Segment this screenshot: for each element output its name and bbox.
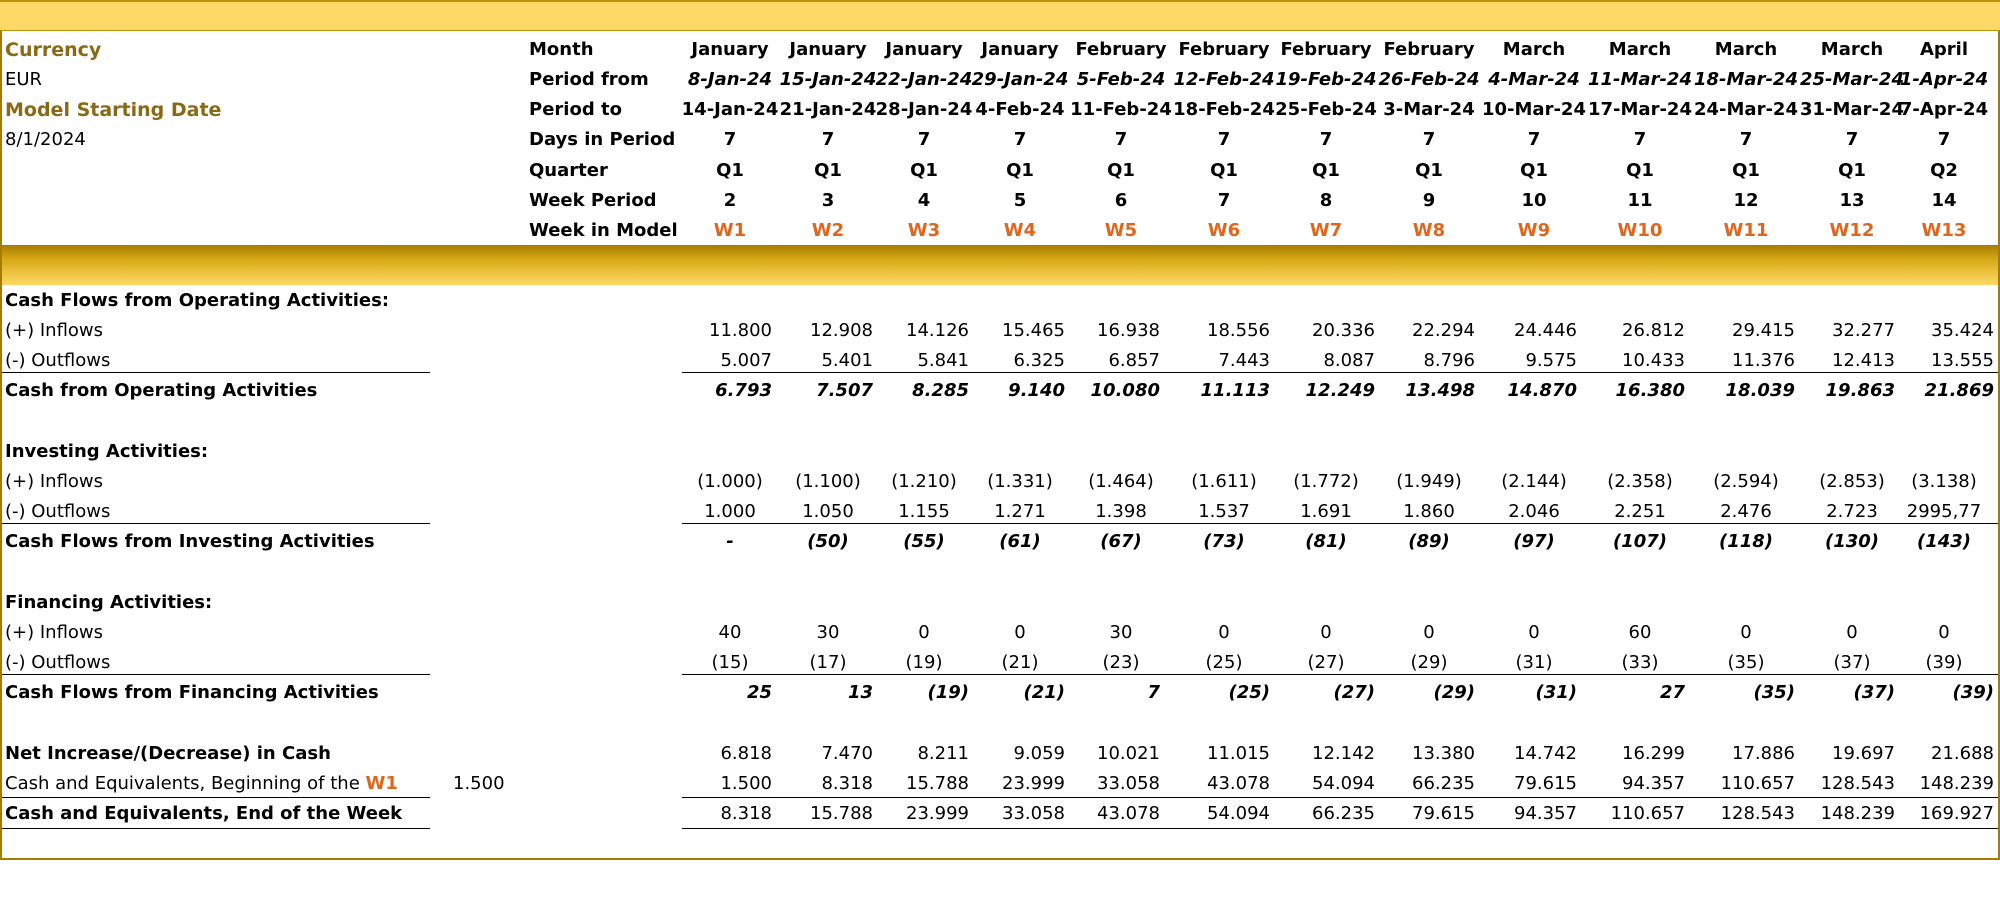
- currency-label[interactable]: Currency: [5, 39, 102, 61]
- week-model-cell[interactable]: W4: [1003, 220, 1037, 241]
- days-cell[interactable]: 7: [1013, 129, 1027, 150]
- investing-total-cell[interactable]: (55): [903, 531, 945, 552]
- net-change-cell[interactable]: 9.059: [1013, 743, 1065, 764]
- investing-outflow-cell[interactable]: 1.000: [704, 501, 756, 522]
- operating-total-cell[interactable]: 16.380: [1615, 380, 1685, 401]
- investing-total-cell[interactable]: (81): [1305, 531, 1347, 552]
- rule-operating-values: [682, 372, 1998, 373]
- period-to-cell[interactable]: 31-Mar-24: [1800, 99, 1904, 120]
- investing-inflow-cell[interactable]: (1.100): [795, 471, 861, 492]
- investing-total-cell[interactable]: (130): [1824, 531, 1880, 552]
- investing-outflow-cell[interactable]: 1.860: [1403, 501, 1455, 522]
- financing-outflow-cell[interactable]: (23): [1102, 652, 1140, 673]
- beginning-cash-cell[interactable]: 148.239: [1919, 773, 1994, 794]
- beginning-cash-initial[interactable]: 1.500: [453, 773, 505, 794]
- financing-outflow-cell[interactable]: (39): [1925, 652, 1963, 673]
- net-change-cell[interactable]: 11.015: [1207, 743, 1270, 764]
- ending-cash-cell[interactable]: 94.357: [1514, 803, 1577, 824]
- investing-outflow-cell[interactable]: 2.476: [1720, 501, 1772, 522]
- days-cell[interactable]: 7: [723, 129, 737, 150]
- operating-inflow-cell[interactable]: 11.800: [709, 320, 772, 341]
- week-model-cell[interactable]: W1: [713, 220, 747, 241]
- week-period-cell[interactable]: 10: [1521, 190, 1547, 211]
- week-period-cell[interactable]: 11: [1627, 190, 1653, 211]
- investing-inflow-cell[interactable]: (3.138): [1911, 471, 1977, 492]
- ending-cash-cell[interactable]: 169.927: [1919, 803, 1994, 824]
- rule-ending-top-values: [682, 797, 1998, 798]
- investing-outflow-cell[interactable]: 1.050: [802, 501, 854, 522]
- rule-ending-top-label: [2, 797, 430, 798]
- rule-ending-bottom-label: [2, 828, 430, 829]
- week-period-cell[interactable]: 8: [1319, 190, 1333, 211]
- financing-total-cell[interactable]: 27: [1659, 682, 1685, 703]
- quarter-row-label[interactable]: Quarter: [529, 160, 608, 181]
- investing-total-cell[interactable]: (107): [1612, 531, 1668, 552]
- week-period-cell[interactable]: 14: [1931, 190, 1957, 211]
- period-from-cell[interactable]: 11-Mar-24: [1588, 69, 1692, 90]
- quarter-cell[interactable]: Q1: [716, 160, 744, 181]
- quarter-cell[interactable]: Q1: [1107, 160, 1135, 181]
- operating-inflow-cell[interactable]: 12.908: [810, 320, 873, 341]
- ending-cash-cell[interactable]: 33.058: [1002, 803, 1065, 824]
- quarter-cell[interactable]: Q1: [1210, 160, 1238, 181]
- operating-inflow-cell[interactable]: 26.812: [1622, 320, 1685, 341]
- month-cell[interactable]: March: [1608, 39, 1672, 60]
- financing-outflow-cell[interactable]: (21): [1001, 652, 1039, 673]
- quarter-cell[interactable]: Q1: [1626, 160, 1654, 181]
- net-change-cell[interactable]: 17.886: [1732, 743, 1795, 764]
- investing-outflow-cell[interactable]: 2.723: [1826, 501, 1878, 522]
- period-to-cell[interactable]: 10-Mar-24: [1482, 99, 1586, 120]
- financing-inflow-cell[interactable]: 0: [1423, 622, 1435, 643]
- week-model-cell[interactable]: W5: [1104, 220, 1138, 241]
- financing-outflow-cell[interactable]: (29): [1410, 652, 1448, 673]
- quarter-cell[interactable]: Q2: [1930, 160, 1958, 181]
- beginning-cash-cell[interactable]: 43.078: [1207, 773, 1270, 794]
- rule-financing-label: [2, 674, 430, 675]
- beginning-cash-cell[interactable]: 15.788: [906, 773, 969, 794]
- operating-outflow-cell[interactable]: 13.555: [1931, 350, 1994, 371]
- period-to-row-label[interactable]: Period to: [529, 99, 622, 120]
- investing-inflow-cell[interactable]: (1.331): [987, 471, 1053, 492]
- period-to-cell[interactable]: 28-Jan-24: [875, 99, 973, 120]
- week-period-cell[interactable]: 5: [1013, 190, 1027, 211]
- financing-outflow-cell[interactable]: (33): [1621, 652, 1659, 673]
- period-to-cell[interactable]: 3-Mar-24: [1383, 99, 1475, 120]
- month-cell[interactable]: February: [1280, 39, 1372, 60]
- operating-outflow-cell[interactable]: 8.087: [1323, 350, 1375, 371]
- period-from-cell[interactable]: 15-Jan-24: [779, 69, 877, 90]
- financing-inflow-cell[interactable]: 60: [1628, 622, 1652, 643]
- period-to-cell[interactable]: 17-Mar-24: [1588, 99, 1692, 120]
- investing-inflow-cell[interactable]: (1.000): [697, 471, 763, 492]
- financing-total-cell[interactable]: (25): [1228, 682, 1270, 703]
- investing-total-cell[interactable]: -: [726, 531, 734, 552]
- days-cell[interactable]: 7: [821, 129, 835, 150]
- investing-total-cell[interactable]: (73): [1203, 531, 1245, 552]
- quarter-cell[interactable]: Q1: [1732, 160, 1760, 181]
- beginning-cash-cell[interactable]: 79.615: [1514, 773, 1577, 794]
- week-model-cell[interactable]: W13: [1921, 220, 1967, 241]
- quarter-cell[interactable]: Q1: [1520, 160, 1548, 181]
- quarter-cell[interactable]: Q1: [910, 160, 938, 181]
- month-cell[interactable]: March: [1502, 39, 1566, 60]
- financing-total-cell[interactable]: (21): [1023, 682, 1065, 703]
- period-to-cell[interactable]: 24-Mar-24: [1694, 99, 1798, 120]
- operating-total-cell[interactable]: 6.793: [715, 380, 772, 401]
- beginning-cash-cell[interactable]: 54.094: [1312, 773, 1375, 794]
- operating-outflow-cell[interactable]: 8.796: [1423, 350, 1475, 371]
- investing-total-cell[interactable]: (61): [999, 531, 1041, 552]
- period-from-cell[interactable]: 8-Jan-24: [687, 69, 773, 90]
- days-cell[interactable]: 7: [1845, 129, 1859, 150]
- financing-total-cell[interactable]: (19): [927, 682, 969, 703]
- investing-total-label[interactable]: Cash Flows from Investing Activities: [5, 531, 375, 552]
- operating-total-label[interactable]: Cash from Operating Activities: [5, 380, 318, 401]
- month-cell[interactable]: March: [1820, 39, 1884, 60]
- operating-inflow-cell[interactable]: 20.336: [1312, 320, 1375, 341]
- week-model-cell[interactable]: W8: [1412, 220, 1446, 241]
- financing-total-cell[interactable]: (31): [1535, 682, 1577, 703]
- week-period-cell[interactable]: 12: [1733, 190, 1759, 211]
- operating-inflow-cell[interactable]: 32.277: [1832, 320, 1895, 341]
- month-cell[interactable]: April: [1919, 39, 1969, 60]
- days-row-label[interactable]: Days in Period: [529, 129, 676, 150]
- financing-inflows-label[interactable]: (+) Inflows: [5, 622, 104, 643]
- quarter-cell[interactable]: Q1: [814, 160, 842, 181]
- net-change-label[interactable]: Net Increase/(Decrease) in Cash: [5, 743, 331, 764]
- frame-border-bottom: [0, 858, 2000, 860]
- days-cell[interactable]: 7: [1527, 129, 1541, 150]
- beginning-cash-cell[interactable]: 128.543: [1820, 773, 1895, 794]
- investing-inflow-cell[interactable]: (2.594): [1713, 471, 1779, 492]
- investing-total-cell[interactable]: (67): [1100, 531, 1142, 552]
- period-from-cell[interactable]: 22-Jan-24: [875, 69, 973, 90]
- beginning-cash-cell[interactable]: 94.357: [1622, 773, 1685, 794]
- beginning-cash-cell[interactable]: 110.657: [1720, 773, 1795, 794]
- operating-outflow-cell[interactable]: 6.325: [1013, 350, 1065, 371]
- ending-cash-cell[interactable]: 8.318: [720, 803, 772, 824]
- operating-inflow-cell[interactable]: 15.465: [1002, 320, 1065, 341]
- operating-total-cell[interactable]: 19.863: [1825, 380, 1895, 401]
- ending-cash-cell[interactable]: 128.543: [1720, 803, 1795, 824]
- period-from-cell[interactable]: 19-Feb-24: [1275, 69, 1377, 90]
- week-period-cell[interactable]: 9: [1422, 190, 1436, 211]
- financing-inflow-cell[interactable]: 0: [1320, 622, 1332, 643]
- financing-total-cell[interactable]: (29): [1433, 682, 1475, 703]
- financing-inflow-cell[interactable]: 0: [1938, 622, 1950, 643]
- net-change-cell[interactable]: 8.211: [917, 743, 969, 764]
- investing-outflows-label[interactable]: (-) Outflows: [5, 501, 111, 522]
- month-cell[interactable]: January: [885, 39, 963, 60]
- ending-cash-cell[interactable]: 54.094: [1207, 803, 1270, 824]
- period-to-cell[interactable]: 4-Feb-24: [975, 99, 1065, 120]
- financing-outflow-cell[interactable]: (15): [711, 652, 749, 673]
- financing-inflow-cell[interactable]: 0: [1014, 622, 1026, 643]
- days-cell[interactable]: 7: [917, 129, 931, 150]
- financing-outflow-cell[interactable]: (17): [809, 652, 847, 673]
- week-model-cell[interactable]: W6: [1207, 220, 1241, 241]
- period-from-cell[interactable]: 4-Mar-24: [1488, 69, 1580, 90]
- operating-total-cell[interactable]: 21.869: [1924, 380, 1994, 401]
- week-period-cell[interactable]: 7: [1217, 190, 1231, 211]
- days-cell[interactable]: 7: [1937, 129, 1951, 150]
- rule-financing-values: [682, 674, 1998, 675]
- beginning-cash-label-text: Cash and Equivalents, Beginning of the: [5, 773, 360, 794]
- header-band: [0, 0, 2000, 31]
- ending-cash-cell[interactable]: 148.239: [1820, 803, 1895, 824]
- investing-outflow-cell[interactable]: 1.691: [1300, 501, 1352, 522]
- financing-inflow-cell[interactable]: 0: [1740, 622, 1752, 643]
- week-period-cell[interactable]: 2: [723, 190, 737, 211]
- week-model-cell[interactable]: W7: [1309, 220, 1343, 241]
- period-from-row-label[interactable]: Period from: [529, 69, 649, 90]
- investing-inflow-cell[interactable]: (1.949): [1396, 471, 1462, 492]
- period-from-cell[interactable]: 1-Apr-24: [1899, 69, 1989, 90]
- ending-cash-cell[interactable]: 23.999: [906, 803, 969, 824]
- rule-operating-label: [2, 372, 430, 373]
- period-from-cell[interactable]: 26-Feb-24: [1378, 69, 1480, 90]
- operating-inflow-cell[interactable]: 14.126: [906, 320, 969, 341]
- investing-inflow-cell[interactable]: (1.210): [891, 471, 957, 492]
- month-row-label[interactable]: Month: [529, 39, 594, 60]
- investing-inflow-cell[interactable]: (1.772): [1293, 471, 1359, 492]
- rule-ending-bottom-values: [682, 828, 1998, 829]
- investing-inflows-label[interactable]: (+) Inflows: [5, 471, 104, 492]
- quarter-cell[interactable]: Q1: [1312, 160, 1340, 181]
- investing-total-cell[interactable]: (89): [1408, 531, 1450, 552]
- ending-cash-label[interactable]: Cash and Equivalents, End of the Week: [5, 803, 403, 824]
- operating-inflow-cell[interactable]: 16.938: [1097, 320, 1160, 341]
- month-cell[interactable]: February: [1178, 39, 1270, 60]
- month-cell[interactable]: January: [981, 39, 1059, 60]
- start-date-label[interactable]: Model Starting Date: [5, 99, 222, 121]
- month-cell[interactable]: January: [691, 39, 769, 60]
- days-cell[interactable]: 7: [1633, 129, 1647, 150]
- period-from-cell[interactable]: 25-Mar-24: [1800, 69, 1904, 90]
- net-change-cell[interactable]: 19.697: [1832, 743, 1895, 764]
- operating-total-cell[interactable]: 8.285: [912, 380, 969, 401]
- quarter-cell[interactable]: Q1: [1415, 160, 1443, 181]
- investing-total-cell[interactable]: (118): [1718, 531, 1774, 552]
- financing-outflow-cell[interactable]: (31): [1515, 652, 1553, 673]
- week-model-cell[interactable]: W9: [1517, 220, 1551, 241]
- operating-outflow-cell[interactable]: 7.443: [1218, 350, 1270, 371]
- period-to-cell[interactable]: 25-Feb-24: [1275, 99, 1377, 120]
- financing-outflow-cell[interactable]: (19): [905, 652, 943, 673]
- operating-outflows-label[interactable]: (-) Outflows: [5, 350, 111, 371]
- week-model-row-label[interactable]: Week in Model: [529, 220, 678, 241]
- ending-cash-cell[interactable]: 79.615: [1412, 803, 1475, 824]
- net-change-cell[interactable]: 13.380: [1412, 743, 1475, 764]
- period-to-cell[interactable]: 14-Jan-24: [681, 99, 779, 120]
- financing-inflow-cell[interactable]: 0: [918, 622, 930, 643]
- investing-inflow-cell[interactable]: (1.464): [1088, 471, 1154, 492]
- investing-inflow-cell[interactable]: (2.144): [1501, 471, 1567, 492]
- period-to-cell[interactable]: 11-Feb-24: [1070, 99, 1172, 120]
- period-from-cell[interactable]: 29-Jan-24: [971, 69, 1069, 90]
- week-period-cell[interactable]: 6: [1114, 190, 1128, 211]
- financing-outflows-label[interactable]: (-) Outflows: [5, 652, 111, 673]
- month-cell[interactable]: January: [789, 39, 867, 60]
- period-to-cell[interactable]: 18-Feb-24: [1173, 99, 1275, 120]
- beginning-cash-cell[interactable]: 1.500: [720, 773, 772, 794]
- investing-outflow-cell[interactable]: 1.155: [898, 501, 950, 522]
- days-cell[interactable]: 7: [1422, 129, 1436, 150]
- investing-outflow-cell[interactable]: 1.398: [1095, 501, 1147, 522]
- operating-inflow-cell[interactable]: 24.446: [1514, 320, 1577, 341]
- financing-total-cell[interactable]: 13: [847, 682, 873, 703]
- week-model-cell[interactable]: W11: [1723, 220, 1769, 241]
- investing-total-cell[interactable]: (97): [1513, 531, 1555, 552]
- financing-total-label[interactable]: Cash Flows from Financing Activities: [5, 682, 379, 703]
- week-period-row-label[interactable]: Week Period: [529, 190, 657, 211]
- beginning-cash-cell[interactable]: 33.058: [1097, 773, 1160, 794]
- operating-total-cell[interactable]: 14.870: [1507, 380, 1577, 401]
- beginning-cash-cell[interactable]: 8.318: [821, 773, 873, 794]
- rule-investing-label: [2, 523, 430, 524]
- investing-inflow-cell[interactable]: (2.358): [1607, 471, 1673, 492]
- start-date-value[interactable]: 8/1/2024: [5, 129, 86, 150]
- ending-cash-cell[interactable]: 43.078: [1097, 803, 1160, 824]
- financing-inflow-cell[interactable]: 0: [1218, 622, 1230, 643]
- operating-inflow-cell[interactable]: 35.424: [1931, 320, 1994, 341]
- investing-outflow-cell[interactable]: 2.251: [1614, 501, 1666, 522]
- investing-inflow-cell[interactable]: (1.611): [1191, 471, 1257, 492]
- ending-cash-cell[interactable]: 15.788: [810, 803, 873, 824]
- investing-outflow-cell[interactable]: 2995,77: [1906, 501, 1982, 522]
- operating-total-cell[interactable]: 18.039: [1725, 380, 1795, 401]
- net-change-cell[interactable]: 16.299: [1622, 743, 1685, 764]
- financing-total-cell[interactable]: (35): [1753, 682, 1795, 703]
- period-to-cell[interactable]: 21-Jan-24: [779, 99, 877, 120]
- net-change-cell[interactable]: 10.021: [1097, 743, 1160, 764]
- financing-inflow-cell[interactable]: 40: [718, 622, 742, 643]
- operating-outflow-cell[interactable]: 12.413: [1832, 350, 1895, 371]
- ending-cash-cell[interactable]: 110.657: [1610, 803, 1685, 824]
- financing-total-cell[interactable]: 25: [746, 682, 772, 703]
- days-cell[interactable]: 7: [1319, 129, 1333, 150]
- week-model-cell[interactable]: W12: [1829, 220, 1875, 241]
- financing-total-cell[interactable]: 7: [1147, 682, 1160, 703]
- operating-outflow-cell[interactable]: 6.857: [1108, 350, 1160, 371]
- section-divider-band: [0, 245, 2000, 285]
- days-cell[interactable]: 7: [1217, 129, 1231, 150]
- period-to-cell[interactable]: 7-Apr-24: [1899, 99, 1989, 120]
- quarter-cell[interactable]: Q1: [1006, 160, 1034, 181]
- period-from-cell[interactable]: 5-Feb-24: [1076, 69, 1166, 90]
- operating-total-cell[interactable]: 7.507: [816, 380, 873, 401]
- days-cell[interactable]: 7: [1739, 129, 1753, 150]
- operating-total-cell[interactable]: 11.113: [1200, 380, 1270, 401]
- operating-outflow-cell[interactable]: 5.401: [821, 350, 873, 371]
- operating-outflow-cell[interactable]: 9.575: [1525, 350, 1577, 371]
- days-cell[interactable]: 7: [1114, 129, 1128, 150]
- period-from-cell[interactable]: 18-Mar-24: [1694, 69, 1798, 90]
- investing-outflow-cell[interactable]: 1.271: [994, 501, 1046, 522]
- investing-total-cell[interactable]: (143): [1916, 531, 1972, 552]
- financing-total-cell[interactable]: (27): [1333, 682, 1375, 703]
- investing-outflow-cell[interactable]: 1.537: [1198, 501, 1250, 522]
- operating-outflow-cell[interactable]: 11.376: [1732, 350, 1795, 371]
- financing-inflow-cell[interactable]: 30: [1109, 622, 1133, 643]
- operating-inflow-cell[interactable]: 22.294: [1412, 320, 1475, 341]
- net-change-cell[interactable]: 14.742: [1514, 743, 1577, 764]
- financing-inflow-cell[interactable]: 30: [816, 622, 840, 643]
- beginning-cash-cell[interactable]: 66.235: [1412, 773, 1475, 794]
- net-change-cell[interactable]: 6.818: [720, 743, 772, 764]
- financing-outflow-cell[interactable]: (37): [1833, 652, 1871, 673]
- operating-inflows-label[interactable]: (+) Inflows: [5, 320, 104, 341]
- net-change-cell[interactable]: 21.688: [1931, 743, 1994, 764]
- financing-section-title[interactable]: Financing Activities:: [5, 592, 213, 613]
- operating-inflow-cell[interactable]: 29.415: [1732, 320, 1795, 341]
- financing-outflow-cell[interactable]: (25): [1205, 652, 1243, 673]
- week-period-cell[interactable]: 13: [1839, 190, 1865, 211]
- month-cell[interactable]: March: [1714, 39, 1778, 60]
- week-model-cell[interactable]: W10: [1617, 220, 1663, 241]
- financing-outflow-cell[interactable]: (27): [1307, 652, 1345, 673]
- investing-outflow-cell[interactable]: 2.046: [1508, 501, 1560, 522]
- operating-total-cell[interactable]: 10.080: [1090, 380, 1160, 401]
- quarter-cell[interactable]: Q1: [1838, 160, 1866, 181]
- operating-outflow-cell[interactable]: 5.007: [720, 350, 772, 371]
- net-change-cell[interactable]: 7.470: [821, 743, 873, 764]
- beginning-cash-cell[interactable]: 23.999: [1002, 773, 1065, 794]
- period-from-cell[interactable]: 12-Feb-24: [1173, 69, 1275, 90]
- operating-outflow-cell[interactable]: 10.433: [1622, 350, 1685, 371]
- investing-section-title[interactable]: Investing Activities:: [5, 441, 209, 462]
- operating-outflow-cell[interactable]: 5.841: [917, 350, 969, 371]
- financing-total-cell[interactable]: (37): [1853, 682, 1895, 703]
- net-change-cell[interactable]: 12.142: [1312, 743, 1375, 764]
- financing-inflow-cell[interactable]: 0: [1846, 622, 1858, 643]
- investing-inflow-cell[interactable]: (2.853): [1819, 471, 1885, 492]
- currency-value[interactable]: EUR: [5, 69, 43, 90]
- week-model-cell[interactable]: W3: [907, 220, 941, 241]
- financing-outflow-cell[interactable]: (35): [1727, 652, 1765, 673]
- month-cell[interactable]: February: [1383, 39, 1475, 60]
- rule-investing-values: [682, 523, 1998, 524]
- beginning-cash-label[interactable]: [5, 773, 398, 795]
- financing-inflow-cell[interactable]: 0: [1528, 622, 1540, 643]
- operating-section-title[interactable]: Cash Flows from Operating Activities:: [5, 290, 390, 311]
- frame-border-left: [0, 31, 2, 860]
- operating-total-cell[interactable]: 12.249: [1305, 380, 1375, 401]
- financing-total-cell[interactable]: (39): [1952, 682, 1994, 703]
- investing-total-cell[interactable]: (50): [807, 531, 849, 552]
- operating-total-cell[interactable]: 13.498: [1405, 380, 1475, 401]
- week-model-cell[interactable]: W2: [811, 220, 845, 241]
- month-cell[interactable]: February: [1075, 39, 1167, 60]
- ending-cash-cell[interactable]: 66.235: [1312, 803, 1375, 824]
- operating-inflow-cell[interactable]: 18.556: [1207, 320, 1270, 341]
- beginning-cash-week-code: W1: [365, 773, 398, 794]
- operating-total-cell[interactable]: 9.140: [1008, 380, 1065, 401]
- week-period-cell[interactable]: 4: [917, 190, 931, 211]
- week-period-cell[interactable]: 3: [821, 190, 835, 211]
